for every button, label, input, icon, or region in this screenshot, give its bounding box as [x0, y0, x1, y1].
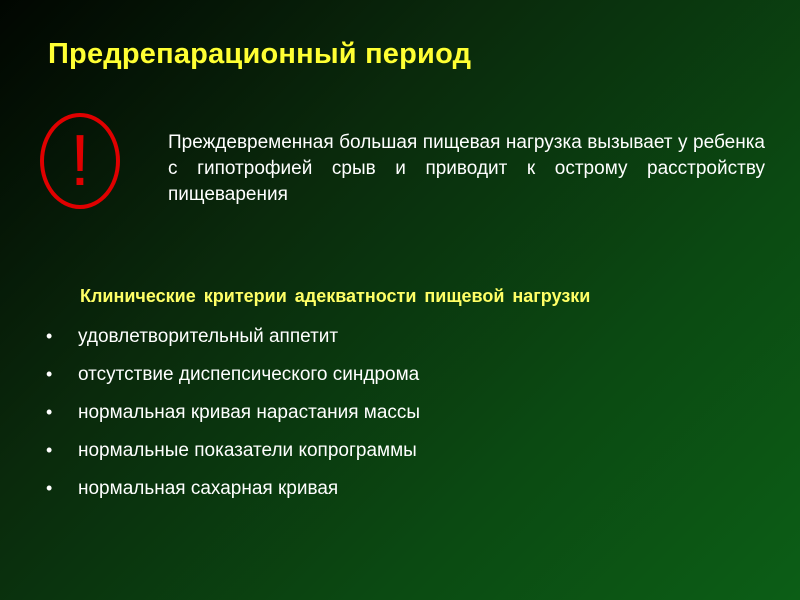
list-item-text: отсутствие диспепсического синдрома — [78, 364, 420, 385]
list-item-text: нормальная кривая нарастания массы — [78, 402, 421, 423]
list-item-text: удовлетворительный аппетит — [78, 326, 339, 347]
list-item — [46, 440, 420, 478]
criteria-list — [46, 326, 420, 516]
list-item — [46, 402, 420, 440]
bullet-icon: • — [46, 440, 53, 460]
list-item — [46, 478, 420, 516]
list-item — [46, 364, 420, 402]
warning-text: Преждевременная большая пищевая нагрузка вызывает у ребенка с гипотрофией срыв и приводит к острому расстройству пищеварения — [168, 132, 765, 205]
exclamation-glyph: ! — [69, 121, 90, 201]
bullet-icon: • — [46, 364, 53, 384]
exclamation-circle-icon — [40, 113, 120, 209]
bullet-icon: • — [46, 326, 53, 346]
list-item-text: нормальная сахарная кривая — [78, 478, 339, 499]
criteria-heading: Клинические критерии адекватности пищевой нагрузки — [80, 286, 591, 306]
bullet-icon: • — [46, 402, 53, 422]
list-item — [46, 326, 420, 364]
slide-title: Предрепарационный период — [48, 38, 472, 70]
list-item-text: нормальные показатели копрограммы — [78, 440, 417, 461]
bullet-icon: • — [46, 478, 53, 498]
